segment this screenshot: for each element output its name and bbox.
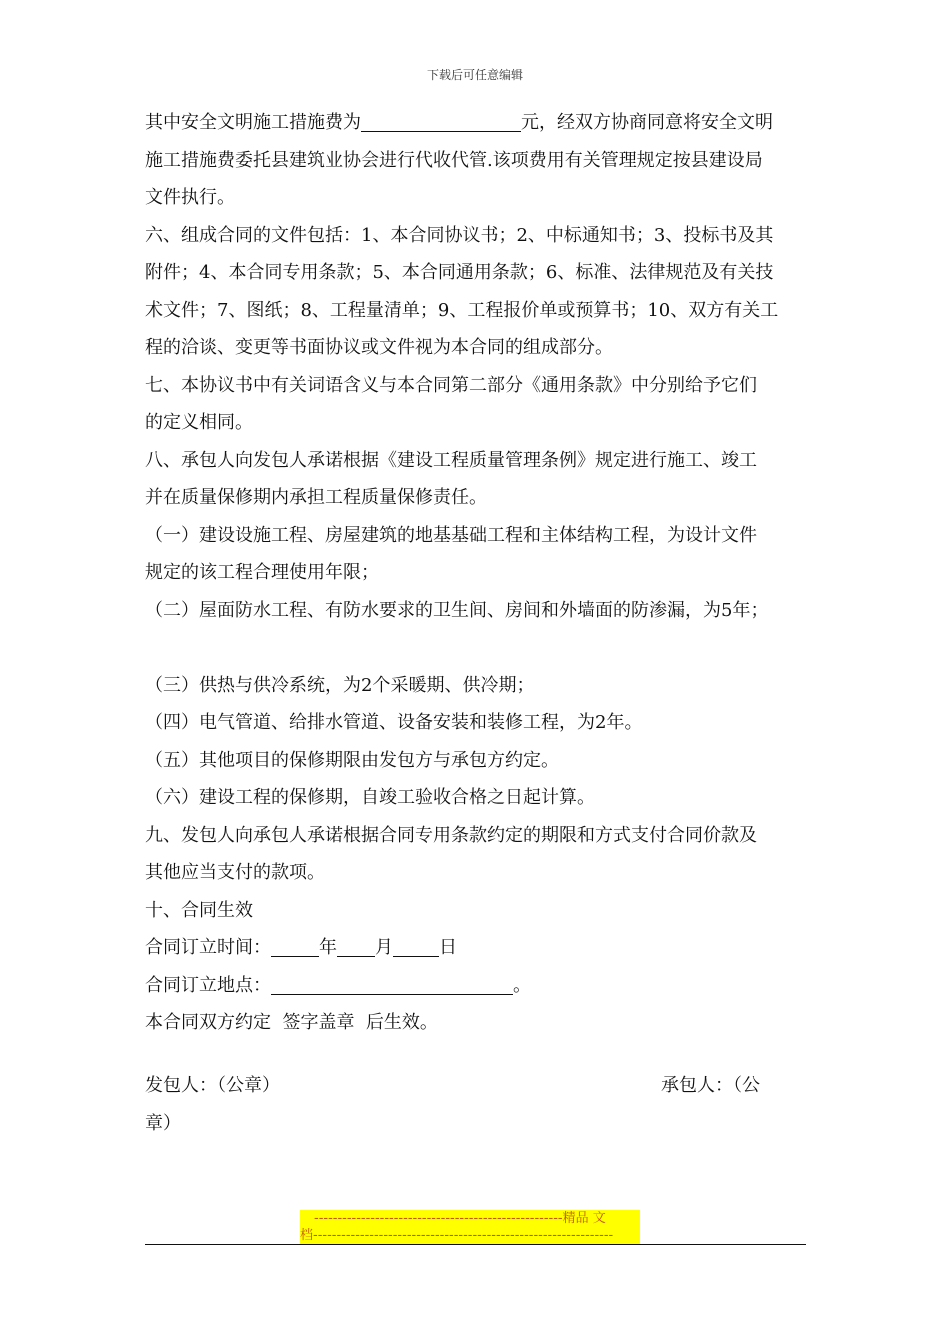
section-seven: 七、本协议书中有关词语含义与本合同第二部分《通用条款》中分别给予它们: [145, 374, 757, 396]
header-note: 下载后可任意编辑: [426, 68, 523, 82]
paragraph-line: 术文件；7、图纸；8、工程量清单；9、工程报价单或预算书；10、双方有关工: [145, 299, 779, 321]
fee-blank: [361, 109, 521, 132]
paragraph-line: 程的洽谈、变更等书面协议或文件视为本合同的组成部分。: [145, 337, 613, 358]
contractor-signature: 承包人：（公: [661, 1075, 760, 1096]
warranty-item-2: （二）屋面防水工程、有防水要求的卫生间、房间和外墙面的防渗漏，为5年；: [145, 599, 769, 621]
paragraph-line: 其他应当支付的款项。: [145, 862, 325, 883]
section-ten: 十、合同生效: [145, 899, 253, 921]
paragraph-safety-fee: [145, 104, 810, 142]
footer-line-1: -----------------------------------------------------精品 文: [314, 1211, 606, 1226]
paragraph-line: 文件执行。: [145, 187, 235, 208]
footer-watermark: [300, 1210, 640, 1244]
text-segment: 元，经双方协商同意将安全文明: [521, 112, 773, 133]
month-label: 月: [375, 937, 393, 958]
warranty-item-1: （一）建设设施工程、房屋建筑的地基基础工程和主体结构工程，为设计文件: [145, 524, 757, 546]
signature-continuation: 章）: [145, 1113, 181, 1134]
text-segment: 其中安全文明施工措施费为: [145, 112, 361, 133]
footer-line-2: 档----------------------------------------------------------------: [300, 1228, 614, 1243]
employer-signature: 发包人：（公章）: [145, 1075, 280, 1096]
section-six: 六、组成合同的文件包括：1、本合同协议书；2、中标通知书；3、投标书及其: [145, 224, 774, 246]
paragraph-line: 附件；4、本合同专用条款；5、本合同通用条款；6、标准、法律规范及有关技: [145, 262, 774, 283]
contract-place-line: [145, 967, 810, 1005]
contract-body: [145, 104, 810, 1042]
paragraph-line: 施工措施费委托县建筑业协会进行代收代管.该项费用有关管理规定按县建设局: [145, 149, 763, 171]
footer-rule: [145, 1244, 806, 1245]
effective-clause: 本合同双方约定 签字盖章 后生效。: [145, 1012, 438, 1033]
warranty-item-6: （六）建设工程的保修期，自竣工验收合格之日起计算。: [145, 787, 595, 808]
contract-date-line: [145, 929, 810, 967]
paragraph-line: 并在质量保修期内承担工程质量保修责任。: [145, 487, 487, 508]
section-nine: 九、发包人向承包人承诺根据合同专用条款约定的期限和方式支付合同价款及: [145, 824, 757, 846]
date-label: 合同订立时间：: [145, 937, 271, 958]
place-blank: [271, 972, 513, 995]
year-label: 年: [319, 937, 337, 958]
month-blank: [337, 934, 375, 957]
paragraph-line: 的定义相同。: [145, 412, 253, 433]
warranty-item-5: （五）其他项目的保修期限由发包方与承包方约定。: [145, 749, 559, 771]
warranty-item-4: （四）电气管道、给排水管道、设备安装和装修工程，为2年。: [145, 712, 643, 733]
year-blank: [271, 934, 319, 957]
section-eight: 八、承包人向发包人承诺根据《建设工程质量管理条例》规定进行施工、竣工: [145, 449, 757, 471]
warranty-item-3: （三）供热与供冷系统，为2个采暖期、供冷期；: [145, 674, 535, 696]
blank-line: [145, 629, 810, 667]
place-end: 。: [513, 974, 531, 996]
paragraph-line: 规定的该工程合理使用年限；: [145, 562, 379, 583]
signature-row: [145, 1068, 810, 1104]
day-blank: [393, 934, 439, 957]
day-label: 日: [439, 937, 457, 958]
place-label: 合同订立地点：: [145, 974, 271, 996]
